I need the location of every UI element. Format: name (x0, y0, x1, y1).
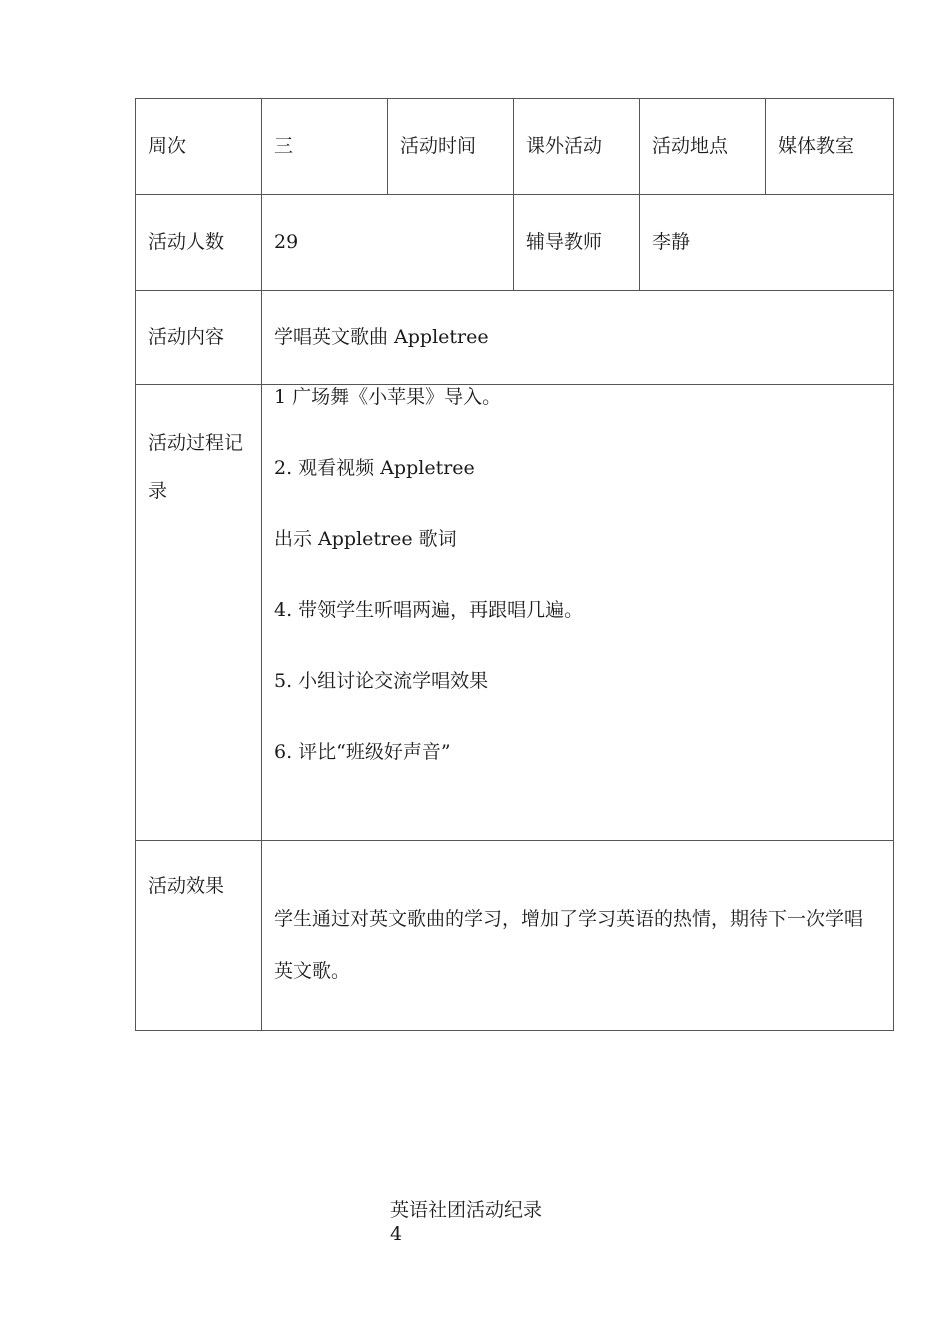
page-number: 4 (390, 1223, 403, 1245)
list-item: 出示 Appletree 歌词 (274, 528, 457, 550)
table-row (136, 841, 894, 1031)
activity-record-table (135, 98, 894, 1031)
content-label: 活动内容 (136, 291, 262, 385)
process-label (136, 385, 262, 841)
list-item: 4. 带领学生听唱两遍，再跟唱几遍。 (274, 599, 584, 621)
table-row (136, 291, 894, 385)
place-label: 活动地点 (640, 99, 766, 195)
list-item: 5. 小组讨论交流学唱效果 (274, 670, 489, 692)
count-label: 活动人数 (136, 195, 262, 291)
table-row (136, 385, 894, 841)
list-item: 6. 评比“班级好声音” (274, 741, 451, 763)
list-item: 2. 观看视频 Appletree (274, 457, 475, 479)
process-list (262, 385, 894, 841)
count-value: 29 (262, 195, 514, 291)
place-value: 媒体教室 (766, 99, 894, 195)
process-label-text: 活动过程记录 (148, 432, 244, 502)
content-value: 学唱英文歌曲 Appletree (262, 291, 894, 385)
teacher-label: 辅导教师 (514, 195, 640, 291)
time-value: 课外活动 (514, 99, 640, 195)
table-row (136, 99, 894, 195)
week-label: 周次 (136, 99, 262, 195)
table-row (136, 195, 894, 291)
week-value: 三 (262, 99, 388, 195)
teacher-value: 李静 (640, 195, 894, 291)
effect-label: 活动效果 (136, 841, 262, 1031)
page-footer (390, 1198, 542, 1246)
list-item: 1 广场舞《小苹果》导入。 (274, 386, 502, 408)
footer-title: 英语社团活动纪录 (390, 1199, 543, 1221)
time-label: 活动时间 (388, 99, 514, 195)
effect-value: 学生通过对英文歌曲的学习，增加了学习英语的热情，期待下一次学唱英文歌。 (262, 841, 894, 1031)
